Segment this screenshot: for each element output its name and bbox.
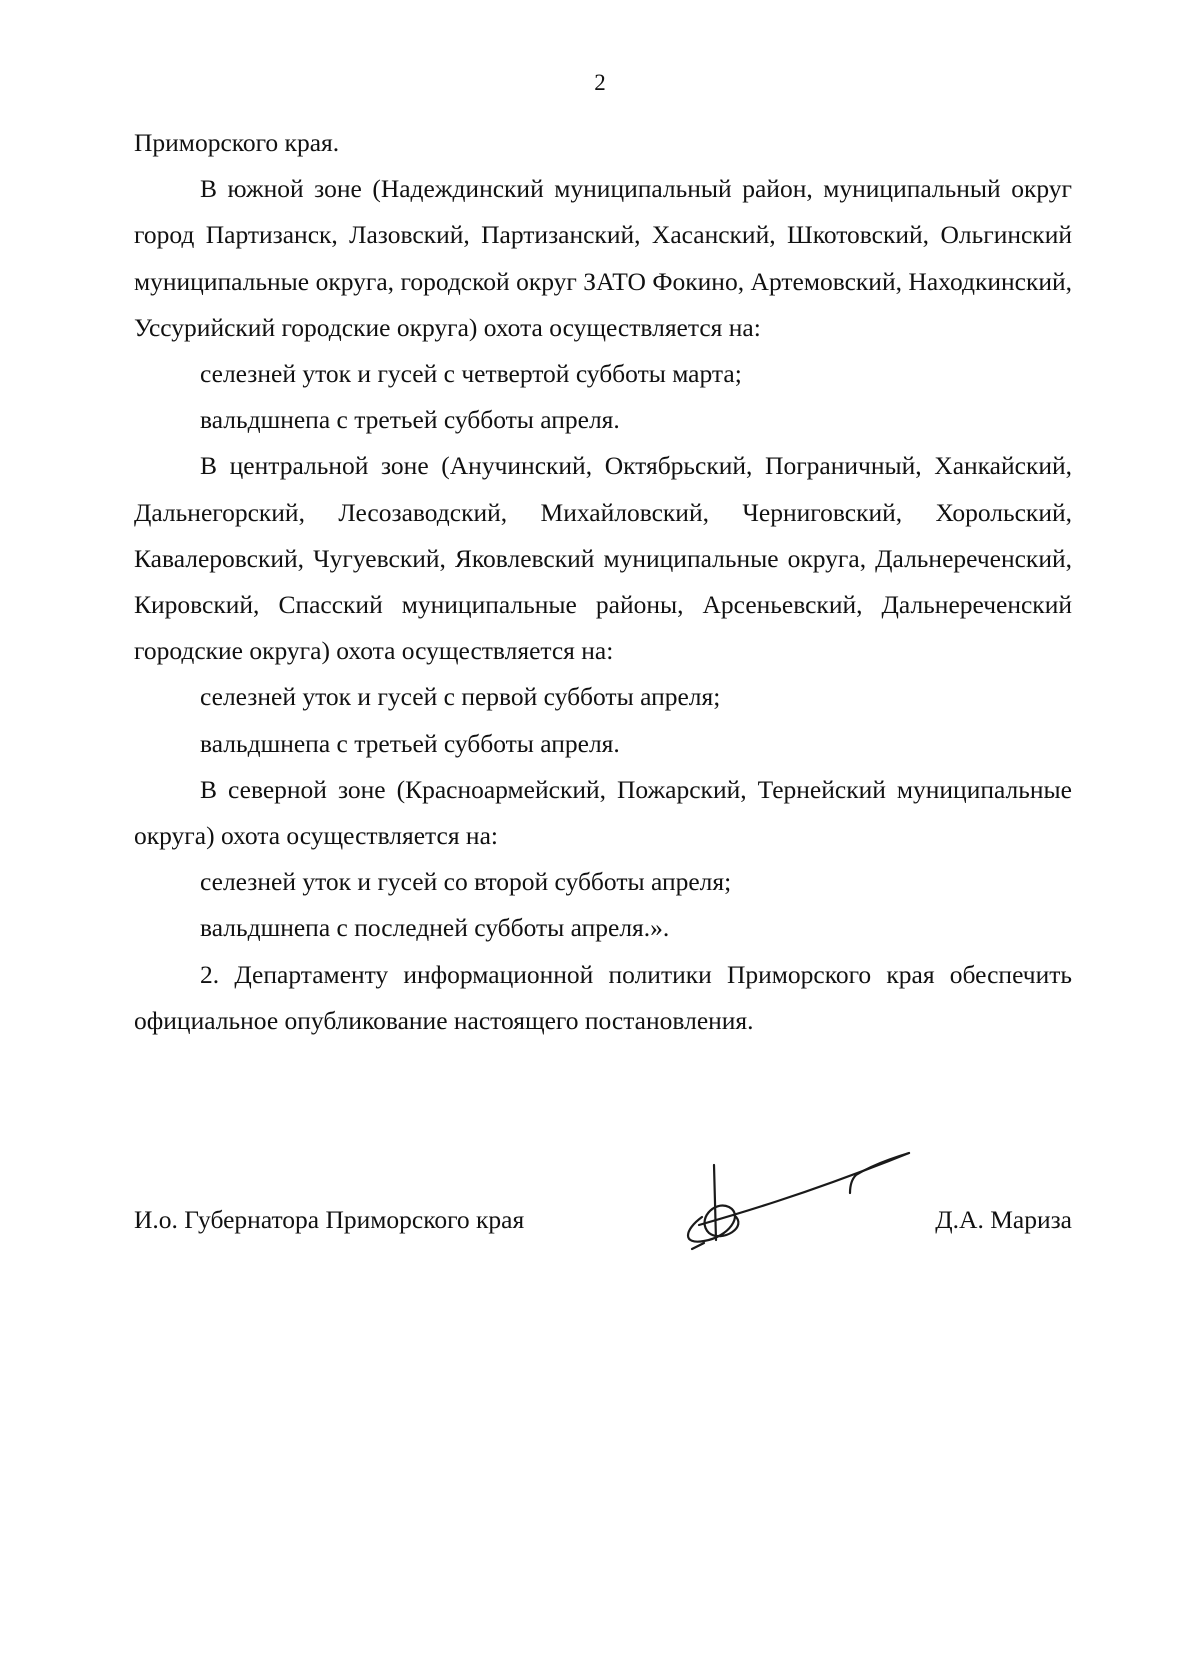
paragraph-north-woodcock: вальдшнепа с последней субботы апреля.».	[200, 913, 670, 943]
paragraph-north-ducks: селезней уток и гусей со второй субботы апреля;	[200, 867, 732, 897]
paragraph-item-2: 2. Департаменту информационной политики Приморского края обеспечить официальное опубликование настоящего постановления.	[134, 959, 1072, 1035]
paragraph-central-ducks: селезней уток и гусей с первой субботы апреля;	[200, 682, 721, 712]
paragraph-central-zone: В центральной зоне (Анучинский, Октябрьский, Пограничный, Ханкайский, Дальнегорский, Лесозаводский, Михайловский, Черниговский, Хорольский, Кавалеровский, Чугуевский, Яковлевский муниципальные округа, Дальнереченский, Кировский, Спасский муниципальные районы, Арсеньевский, Дальнереченский городские округа) охота осуществляется на:	[134, 451, 1072, 666]
page-number: 2	[594, 70, 606, 95]
handwritten-signature	[674, 1145, 914, 1255]
paragraph-south-ducks: селезней уток и гусей с четвертой субботы марта;	[200, 359, 742, 389]
signatory-name: Д.А. Мариза	[935, 1205, 1072, 1234]
document-body	[134, 120, 1072, 1044]
paragraph-south-zone: В южной зоне (Надеждинский муниципальный район, муниципальный округ город Партизанск, Лазовский, Партизанский, Хасанский, Шкотовский, Ольгинский муниципальные округа, городской округ ЗАТО Фокино, Артемовский, Находкинский, Уссурийский городские округа) охота осуществляется на:	[134, 174, 1072, 342]
paragraph-continuation: Приморского края.	[134, 128, 340, 157]
paragraph-central-woodcock: вальдшнепа с третьей субботы апреля.	[200, 728, 620, 758]
paragraph-south-woodcock: вальдшнепа с третьей субботы апреля.	[200, 405, 620, 435]
paragraph-north-zone: В северной зоне (Красноармейский, Пожарский, Тернейский муниципальные округа) охота осуществляется на:	[134, 774, 1072, 851]
signatory-title: И.о. Губернатора Приморского края	[134, 1205, 525, 1234]
signature-block	[134, 1195, 1072, 1245]
